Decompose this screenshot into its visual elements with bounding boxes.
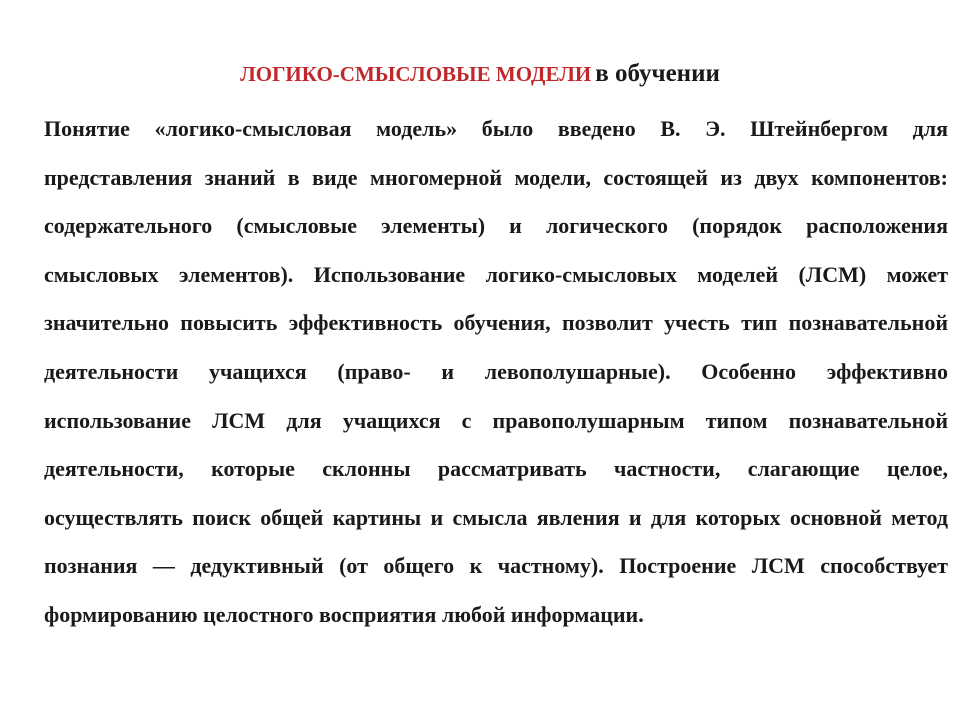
title-accent: ЛОГИКО-СМЫСЛОВЫЕ МОДЕЛИ (240, 62, 592, 86)
slide-title (44, 60, 916, 88)
title-rest: в обучении (595, 60, 720, 87)
body-paragraph: Понятие «логико-смысловая модель» было введено В. Э. Штейнбергом для представления знаний в виде многомерной модели, состоящей из двух компонентов: содержательного (смысловые элементы) и логического (порядок расположения смысловых элементов). Использование логико-смысловых моделей (ЛСМ) может значительно повысить эффективность обучения, позволит учесть тип познавательной деятельности учащихся (право- и левополушарные). Особенно эффективно использование ЛСМ для учащихся с правополушарным типом познавательной деятельности, которые склонны рассматривать частности, слагающие целое, осуществлять поиск общей картины и смысла явления и для которых основной метод познания — дедуктивный (от общего к частному). Построение ЛСМ способствует формированию целостного восприятия любой информации. (44, 116, 948, 627)
